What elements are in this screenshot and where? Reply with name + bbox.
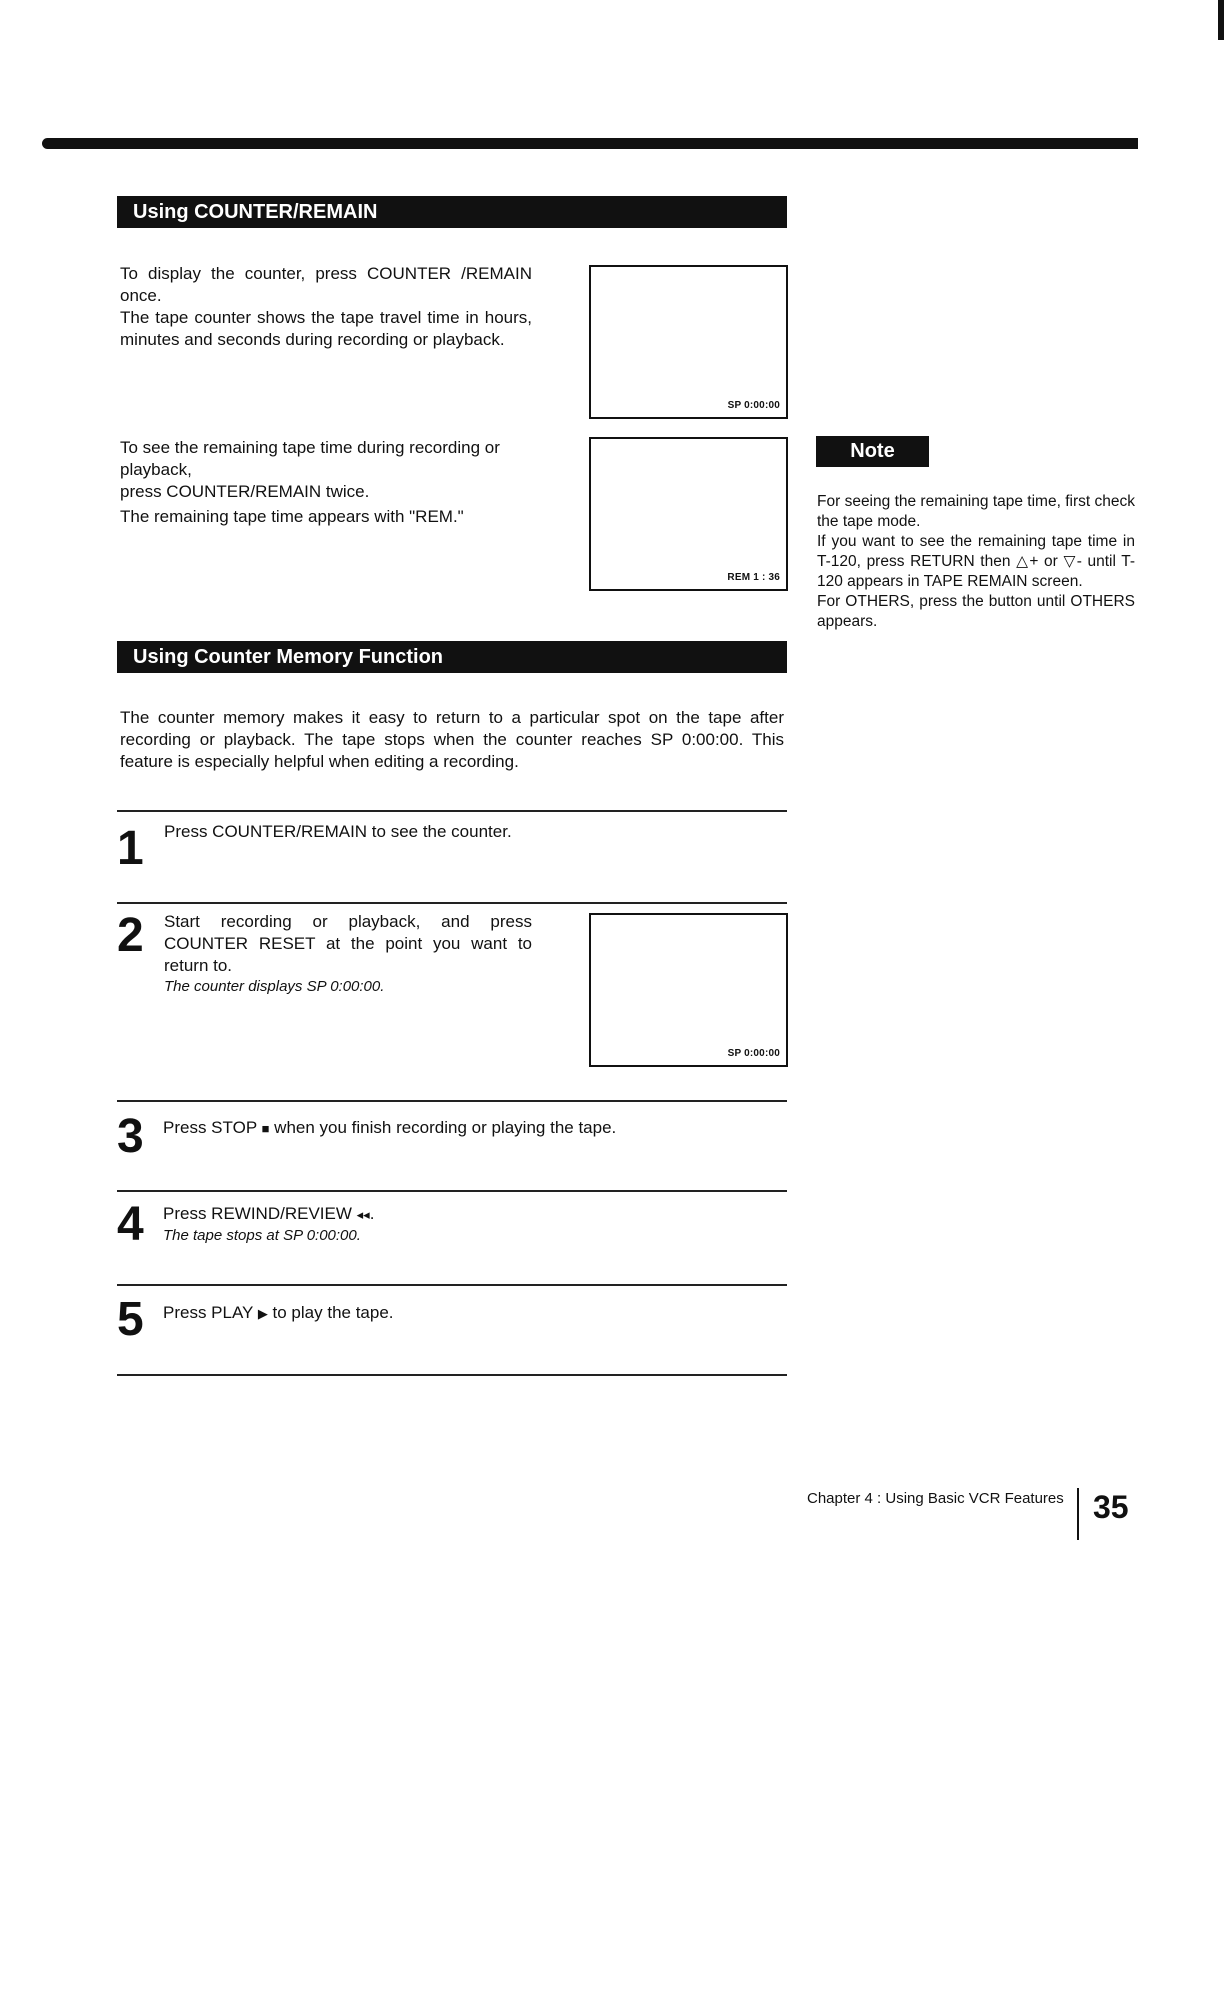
- remain-para-3: The remaining tape time appears with "REM.": [120, 507, 464, 526]
- step-divider: [117, 1100, 787, 1102]
- remain-text: [120, 437, 532, 528]
- tv-screen-remain: [589, 437, 788, 591]
- step-4-content: [163, 1203, 783, 1246]
- step-3-text: Press STOP ■ when you finish recording or playing the tape.: [163, 1118, 617, 1137]
- top-rule: [42, 138, 1138, 149]
- rewind-icon: ◂◂: [356, 1207, 370, 1222]
- step-2-content: [164, 911, 532, 997]
- step-divider: [117, 1284, 787, 1286]
- section-title-counter-memory: Using Counter Memory Function: [117, 641, 787, 673]
- step-4-subtext: The tape stops at SP 0:00:00.: [163, 1227, 361, 1244]
- screen-readout: SP 0:00:00: [727, 400, 780, 411]
- note-line-2: If you want to see the remaining tape time in T-120, press RETURN then △+ or ▽- until T-120 appears in TAPE REMAIN screen.: [817, 533, 1136, 590]
- page-number: 35: [1093, 1489, 1129, 1525]
- tv-screen-counter: [589, 265, 788, 419]
- note-badge: Note: [816, 436, 929, 467]
- step-3-number: 3: [117, 1110, 144, 1163]
- remain-para-2: press COUNTER/REMAIN twice.: [120, 482, 370, 501]
- step-2-number: 2: [117, 909, 144, 962]
- screen-readout: REM 1 : 36: [727, 572, 780, 583]
- section-title-counter-remain: Using COUNTER/REMAIN: [117, 196, 787, 228]
- footer-chapter: Chapter 4 : Using Basic VCR Features: [807, 1490, 1064, 1507]
- step-divider: [117, 1374, 787, 1376]
- screen-readout: SP 0:00:00: [727, 1048, 780, 1059]
- footer-divider: [1077, 1488, 1079, 1540]
- note-line-3: For OTHERS, press the button until OTHERS appears.: [817, 593, 1135, 630]
- step-5-text: Press PLAY ▶ to play the tape.: [163, 1303, 394, 1322]
- memory-intro: The counter memory makes it easy to return to a particular spot on the tape after recording or playback. The tape stops when the counter reaches SP 0:00:00. This feature is especially helpful when editing a recording.: [120, 708, 784, 771]
- step-divider: [117, 902, 787, 904]
- step-2-subtext: The counter displays SP 0:00:00.: [164, 978, 385, 995]
- step-divider: [117, 1190, 787, 1192]
- counter-para-2: The tape counter shows the tape travel time in hours, minutes and seconds during recording or playback.: [120, 308, 532, 349]
- step-2-text: Start recording or playback, and press COUNTER RESET at the point you want to return to.: [164, 912, 532, 975]
- note-line-1: For seeing the remaining tape time, first check the tape mode.: [817, 493, 1135, 530]
- counter-intro: [120, 263, 532, 351]
- tv-screen-reset: [589, 913, 788, 1067]
- step-1-text: Press COUNTER/REMAIN to see the counter.: [164, 822, 512, 841]
- counter-para-1: To display the counter, press COUNTER /REMAIN once.: [120, 264, 532, 305]
- note-text: [817, 492, 1135, 632]
- step-5-number: 5: [117, 1293, 144, 1346]
- remain-para-1: To see the remaining tape time during recording or playback,: [120, 438, 500, 479]
- step-divider: [117, 810, 787, 812]
- stop-icon: ■: [261, 1121, 270, 1136]
- triangle-up-icon: △: [1016, 553, 1030, 570]
- step-1-number: 1: [117, 822, 144, 875]
- step-4-number: 4: [117, 1198, 144, 1251]
- edge-mark: [1218, 0, 1224, 40]
- triangle-down-icon: ▽: [1063, 553, 1077, 570]
- step-4-text: Press REWIND/REVIEW ◂◂.: [163, 1204, 375, 1223]
- play-icon: ▶: [257, 1306, 268, 1321]
